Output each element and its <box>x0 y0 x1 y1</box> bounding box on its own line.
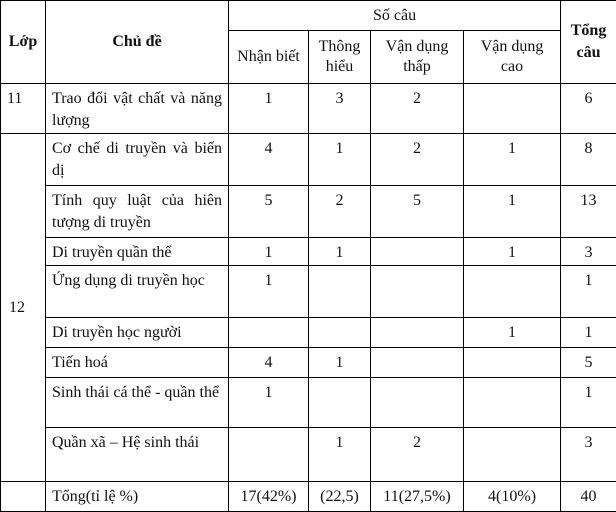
table-row <box>1 238 616 266</box>
cell-recognize: 1 <box>229 266 309 318</box>
cell-understand <box>309 318 371 348</box>
cell-total: 13 <box>561 186 616 238</box>
table-row <box>1 266 616 318</box>
cell-total: 5 <box>561 348 616 378</box>
table-row <box>1 84 616 134</box>
cell-recognize: 1 <box>229 238 309 266</box>
cell-total: 3 <box>561 238 616 266</box>
table-row <box>1 318 616 348</box>
cell-total: 3 <box>561 428 616 482</box>
cell-apply-high: 1 <box>464 134 561 186</box>
cell-apply-low: 2 <box>371 428 464 482</box>
cell-topic: Quần xã – Hệ sinh thái <box>46 428 229 482</box>
cell-apply-low <box>371 348 464 378</box>
cell-total: 1 <box>561 318 616 348</box>
cell-apply-low: 5 <box>371 186 464 238</box>
cell-apply-low <box>371 266 464 318</box>
cell-understand: 3 <box>309 84 371 134</box>
cell-understand: 1 <box>309 348 371 378</box>
cell-understand <box>309 378 371 428</box>
cell-understand: 1 <box>309 428 371 482</box>
cell-recognize: 5 <box>229 186 309 238</box>
cell-apply-low <box>371 318 464 348</box>
cell-topic: Sinh thái cá thể - quần thể <box>46 378 229 428</box>
cell-apply-low <box>371 378 464 428</box>
header-grade: Lớp <box>1 1 46 84</box>
cell-total: 6 <box>561 84 616 134</box>
table-row <box>1 348 616 378</box>
cell-apply-high: 1 <box>464 238 561 266</box>
cell-topic: Di truyền quần thể <box>46 238 229 266</box>
cell-total: 8 <box>561 134 616 186</box>
cell-total: 1 <box>561 266 616 318</box>
cell-recognize: 4 <box>229 134 309 186</box>
cell-understand: 1 <box>309 238 371 266</box>
cell-topic: Tiến hoá <box>46 348 229 378</box>
cell-topic: Cơ chế di truyền và biến dị <box>46 134 229 186</box>
cell-total: 1 <box>561 378 616 428</box>
cell-grade: 12 <box>1 134 46 482</box>
header-topic: Chủ đề <box>46 1 229 84</box>
summary-apply-high: 4(10%) <box>464 482 561 512</box>
cell-apply-high <box>464 428 561 482</box>
cell-understand: 2 <box>309 186 371 238</box>
cell-grade: 11 <box>1 84 46 134</box>
summary-understand: (22,5) <box>309 482 371 512</box>
cell-recognize <box>229 428 309 482</box>
cell-topic: Tính quy luật của hiên tượng di truyền <box>46 186 229 238</box>
cell-apply-high <box>464 348 561 378</box>
header-total: Tổng câu <box>561 1 616 84</box>
cell-grade <box>1 482 46 512</box>
header-level-understand: Thông hiểu <box>309 31 371 84</box>
cell-apply-high <box>464 266 561 318</box>
cell-topic: Trao đổi vật chất và năng lượng <box>46 84 229 134</box>
cell-apply-low <box>371 238 464 266</box>
table-row <box>1 134 616 186</box>
cell-apply-low: 2 <box>371 134 464 186</box>
table-row <box>1 186 616 238</box>
summary-row <box>1 482 616 512</box>
cell-recognize: 1 <box>229 378 309 428</box>
summary-apply-low: 11(27,5%) <box>371 482 464 512</box>
header-level-recognize: Nhận biết <box>229 31 309 84</box>
cell-apply-high <box>464 84 561 134</box>
cell-recognize <box>229 318 309 348</box>
cell-understand <box>309 266 371 318</box>
header-level-apply-low: Vận dụng thấp <box>371 31 464 84</box>
table-row <box>1 428 616 482</box>
cell-topic: Di truyền học người <box>46 318 229 348</box>
summary-label: Tổng(tỉ lệ %) <box>46 482 229 512</box>
summary-recognize: 17(42%) <box>229 482 309 512</box>
cell-topic: Ứng dụng di truyền học <box>46 266 229 318</box>
cell-recognize: 1 <box>229 84 309 134</box>
header-question-count: Số câu <box>229 1 561 31</box>
cell-apply-high: 1 <box>464 318 561 348</box>
header-level-apply-high: Vận dụng cao <box>464 31 561 84</box>
cell-apply-high <box>464 378 561 428</box>
cell-recognize: 4 <box>229 348 309 378</box>
table-row <box>1 378 616 428</box>
cell-understand: 1 <box>309 134 371 186</box>
cell-apply-high: 1 <box>464 186 561 238</box>
cell-apply-low: 2 <box>371 84 464 134</box>
summary-total: 40 <box>561 482 616 512</box>
